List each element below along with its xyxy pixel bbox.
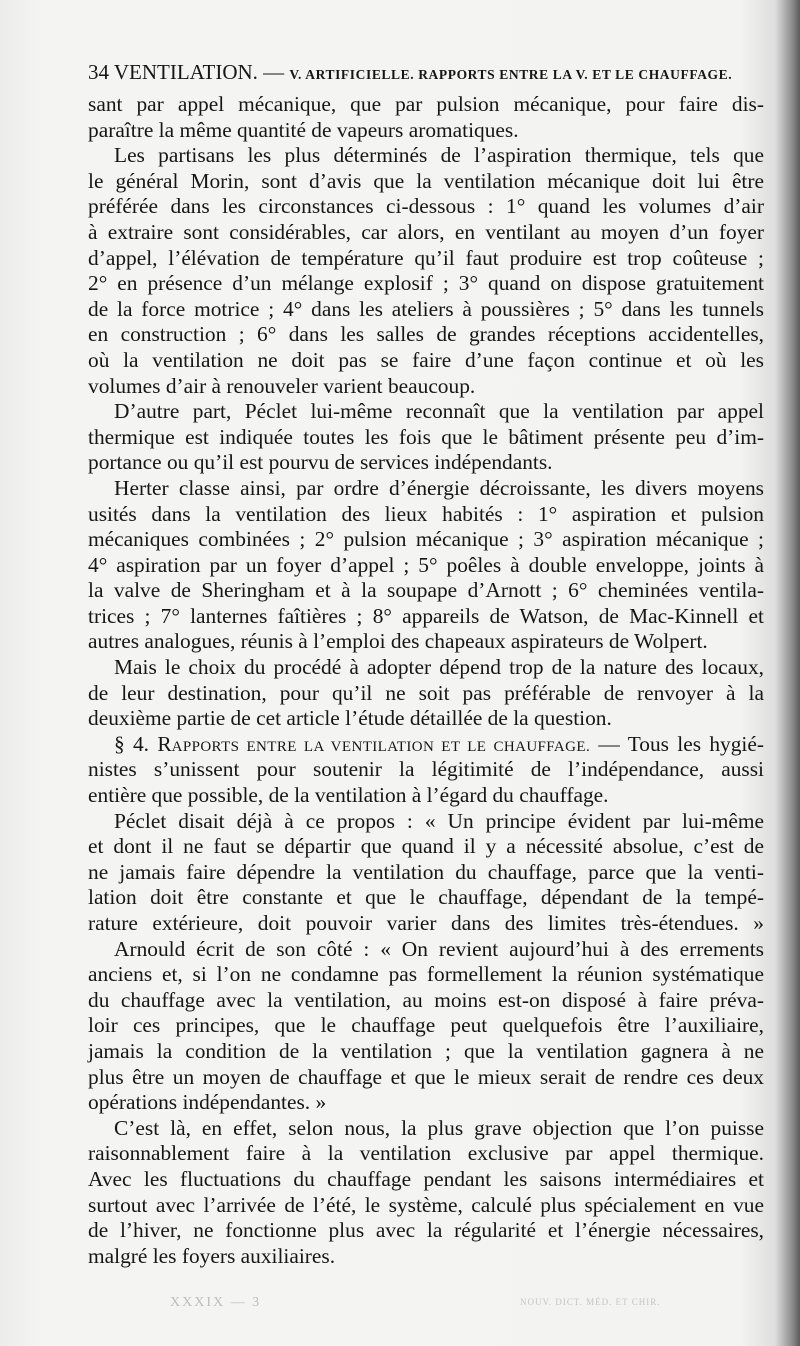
text-line: 4° aspiration par un foyer d’appel ; 5° poêles à double enveloppe, joints à (88, 552, 764, 577)
text-line: Mais le choix du procédé à adopter dépend trop de la nature des locaux, (114, 655, 764, 680)
page-number: 34 (88, 60, 109, 84)
text-line: usités dans la ventilation des lieux habités : 1° aspiration et pulsion (88, 501, 764, 526)
running-header (88, 60, 768, 85)
text-line: où la ventilation ne doit pas se faire d’une façon continue et où les (88, 347, 764, 372)
text-line: à extraire sont considérables, car alors, en ventilant au moyen d’un foyer (88, 219, 764, 244)
text-line: lation doit être constante et que le chauffage, dépendant de la tempé- (88, 885, 764, 910)
text-line: de leur destination, pour qu’il ne soit pas préférable de renvoyer à la (88, 680, 764, 705)
section-heading-continuation: — Tous les hygié- (598, 731, 764, 756)
text-line: raisonnablement faire à la ventilation exclusive par appel thermique. (88, 1141, 764, 1166)
text-line: mécaniques combinées ; 2° pulsion mécanique ; 3° aspiration mécanique ; (88, 527, 764, 552)
text-line: D’autre part, Péclet lui-même reconnaît que la ventilation par appel (114, 399, 764, 424)
text-line: et dont il ne faut se départir que quand il y a nécessité absolue, c’est de (88, 834, 764, 859)
text-line: Arnould écrit de son côté : « On revient aujourd’hui à des errements (114, 936, 764, 961)
section-heading-line (88, 732, 764, 758)
text-line: C’est là, en effet, selon nous, la plus grave objection que l’on puisse (114, 1115, 764, 1140)
running-head: V. ARTIFICIELLE. RAPPORTS ENTRE LA V. ET LE CHAUFFAGE. (289, 67, 733, 82)
text-line: Herter classe ainsi, par ordre d’énergie décroissante, les divers moyens (114, 475, 764, 500)
text-line: du chauffage avec la ventilation, au moins est-on disposé à faire préva- (88, 987, 764, 1012)
page-footer (0, 1295, 800, 1325)
text-line: deuxième partie de cet article l’étude détaillée de la question. (88, 706, 612, 731)
text-line: ne jamais faire dépendre la ventilation du chauffage, parce que la venti- (88, 859, 764, 884)
text-line: la valve de Sheringham et à la soupape d’Arnott ; 6° cheminées ventila- (88, 578, 764, 603)
section-heading-cap: R (157, 731, 172, 756)
text-line: malgré les foyers auxiliaires. (88, 1243, 336, 1268)
text-line: Avec les fluctuations du chauffage pendant les saisons intermédiaires et (88, 1166, 764, 1191)
text-line: sant par appel mécanique, que par pulsion mécanique, pour faire dis- (88, 92, 764, 116)
text-line: anciens et, si l’on ne condamne pas formellement la réunion systématique (88, 962, 764, 987)
header-dash: — (263, 60, 285, 84)
text-line: 2° en présence d’un mélange explosif ; 3° quand on dispose gratuitement (88, 271, 764, 296)
header-title: VENTILATION. (113, 60, 258, 84)
text-line: autres analogues, réunis à l’emploi des chapeaux aspirateurs de Wolpert. (88, 629, 708, 654)
text-line: Péclet disait déjà à ce propos : « Un principe évident par lui-même (114, 808, 764, 833)
text-line: thermique est indiquée toutes les fois que le bâtiment présente peu d’im- (88, 424, 764, 449)
text-line: opérations indépendantes. » (88, 1090, 327, 1115)
section-marker: § 4. (114, 731, 150, 756)
text-line: rature extérieure, doit pouvoir varier dans des limites très-étendues. » (88, 911, 764, 935)
text-line: de la force motrice ; 4° dans les ateliers à poussières ; 5° dans les tunnels (88, 296, 764, 321)
text-line: préférée dans les circonstances ci-dessous : 1° quand les volumes d’air (88, 194, 764, 219)
text-line: jamais la condition de la ventilation ; que la ventilation gagnera à ne (88, 1038, 764, 1063)
signature-mark: XXXIX — 3 (170, 1295, 262, 1310)
text-line: trices ; 7° lanternes faîtières ; 8° appareils de Watson, de Mac-Kinnell et (88, 603, 764, 628)
text-line: surtout avec l’arrivée de l’été, le système, calculé plus spécialement en vue (88, 1192, 764, 1217)
text-line: entière que possible, de la ventilation à l’égard du chauffage. (88, 783, 609, 808)
text-line: Les partisans les plus déterminés de l’aspiration thermique, tels que (114, 143, 764, 168)
text-line: volumes d’air à renouveler varient beaucoup. (88, 373, 476, 398)
text-line: d’appel, l’élévation de température qu’il faut produire est trop coûteuse ; (88, 245, 764, 270)
body-text (88, 92, 764, 1269)
footer-reference: NOUV. DICT. MÉD. ET CHIR. (520, 1297, 661, 1307)
text-line: loir ces principes, que le chauffage peut quelquefois être l’auxiliaire, (88, 1013, 764, 1038)
text-line: en construction ; 6° dans les salles de grandes réceptions accidentelles, (88, 322, 764, 347)
text-line: nistes s’unissent pour soutenir la légitimité de l’indépendance, aussi (88, 757, 764, 782)
text-line: le général Morin, sont d’avis que la ventilation mécanique doit lui être (88, 168, 764, 193)
text-line: plus être un moyen de chauffage et que le mieux serait de rendre ces deux (88, 1064, 764, 1089)
text-line: de l’hiver, ne fonctionne plus avec la régularité et l’énergie nécessaires, (88, 1218, 764, 1243)
text-line: paraître la même quantité de vapeurs aromatiques. (88, 117, 519, 142)
section-heading: APPORTS ENTRE LA VENTILATION ET LE CHAUFFAGE. (171, 738, 591, 755)
text-line: portance ou qu’il est pourvu de services indépendants. (88, 450, 553, 475)
